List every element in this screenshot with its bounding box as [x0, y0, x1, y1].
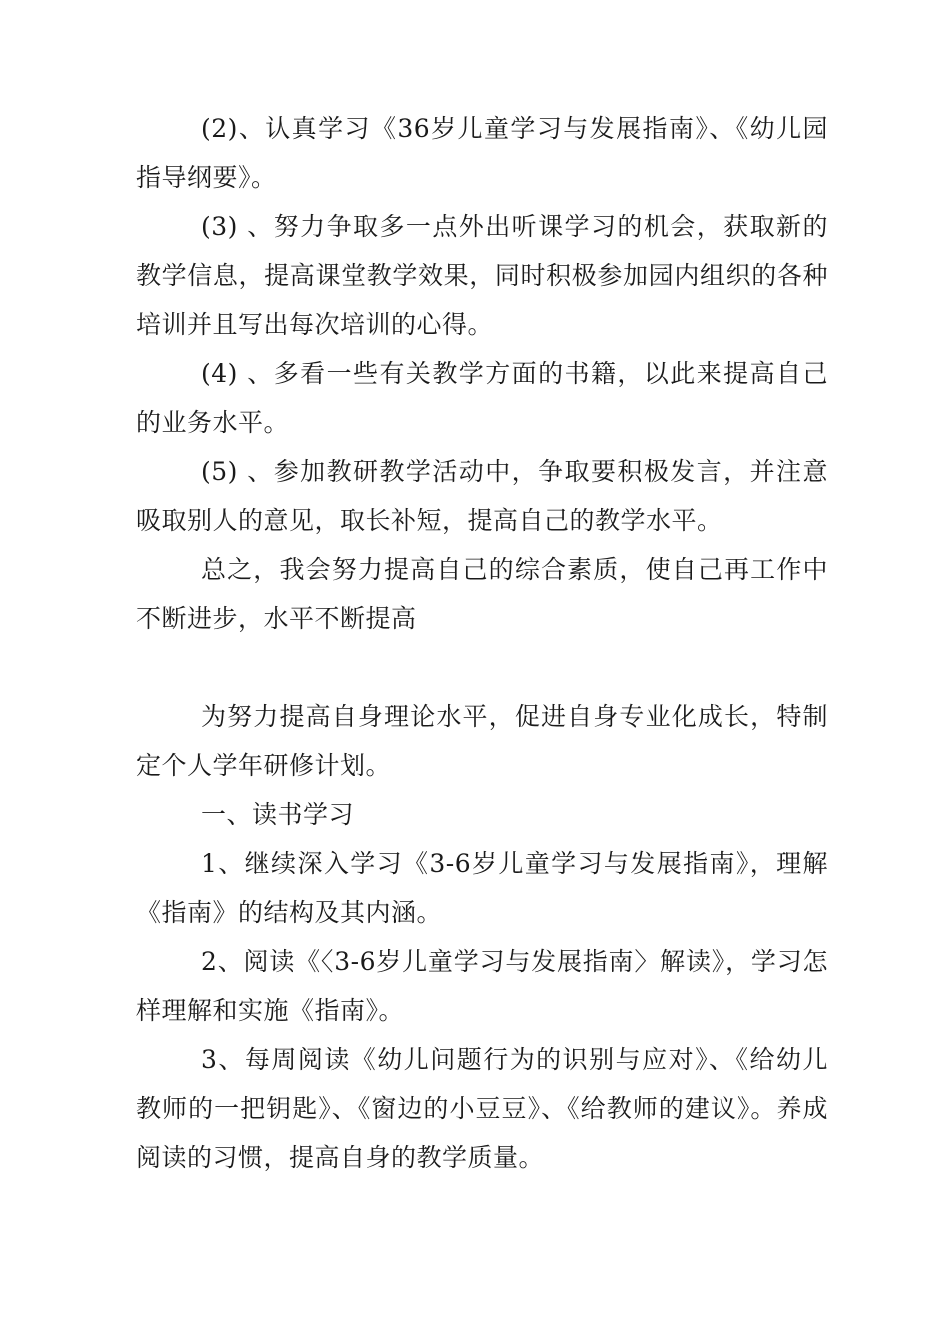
paragraph-item-3: 3、每周阅读《幼儿问题行为的识别与应对》、《给幼儿教师的一把钥匙》、《窗边的小豆豆》、《给教师的建议》。养成阅读的习惯，提高自身的教学质量。 — [136, 1045, 828, 1172]
paragraph-attend-lectures: (3) 、努力争取多一点外出听课学习的机会，获取新的教学信息，提高课堂教学效果，同时积极参加园内组织的各种培训并且写出每次培训的心得。 — [136, 212, 828, 339]
section-heading-reading: 一、读书学习 — [201, 800, 355, 829]
paragraph-read-books: (4) 、多看一些有关教学方面的书籍，以此来提高自己的业务水平。 — [136, 359, 828, 437]
paragraph-study-guidelines: (2)、认真学习《36岁儿童学习与发展指南》、《幼儿园指导纲要》。 — [136, 114, 828, 192]
paragraph-research-activities: (5) 、参加教研教学活动中，争取要积极发言，并注意吸取别人的意见，取长补短，提高自己的教学水平。 — [136, 457, 828, 535]
paragraph-item-1: 1、继续深入学习《3-6岁儿童学习与发展指南》，理解《指南》的结构及其内涵。 — [136, 849, 828, 927]
paragraph-conclusion: 总之，我会努力提高自己的综合素质，使自己再工作中不断进步，水平不断提高 — [136, 555, 828, 633]
document-body — [136, 104, 828, 1182]
paragraph-item-2: 2、阅读《〈3-6岁儿童学习与发展指南〉解读》，学习怎样理解和实施《指南》。 — [136, 947, 828, 1025]
paragraph-plan-intro: 为努力提高自身理论水平，促进自身专业化成长，特制定个人学年研修计划。 — [136, 702, 828, 780]
